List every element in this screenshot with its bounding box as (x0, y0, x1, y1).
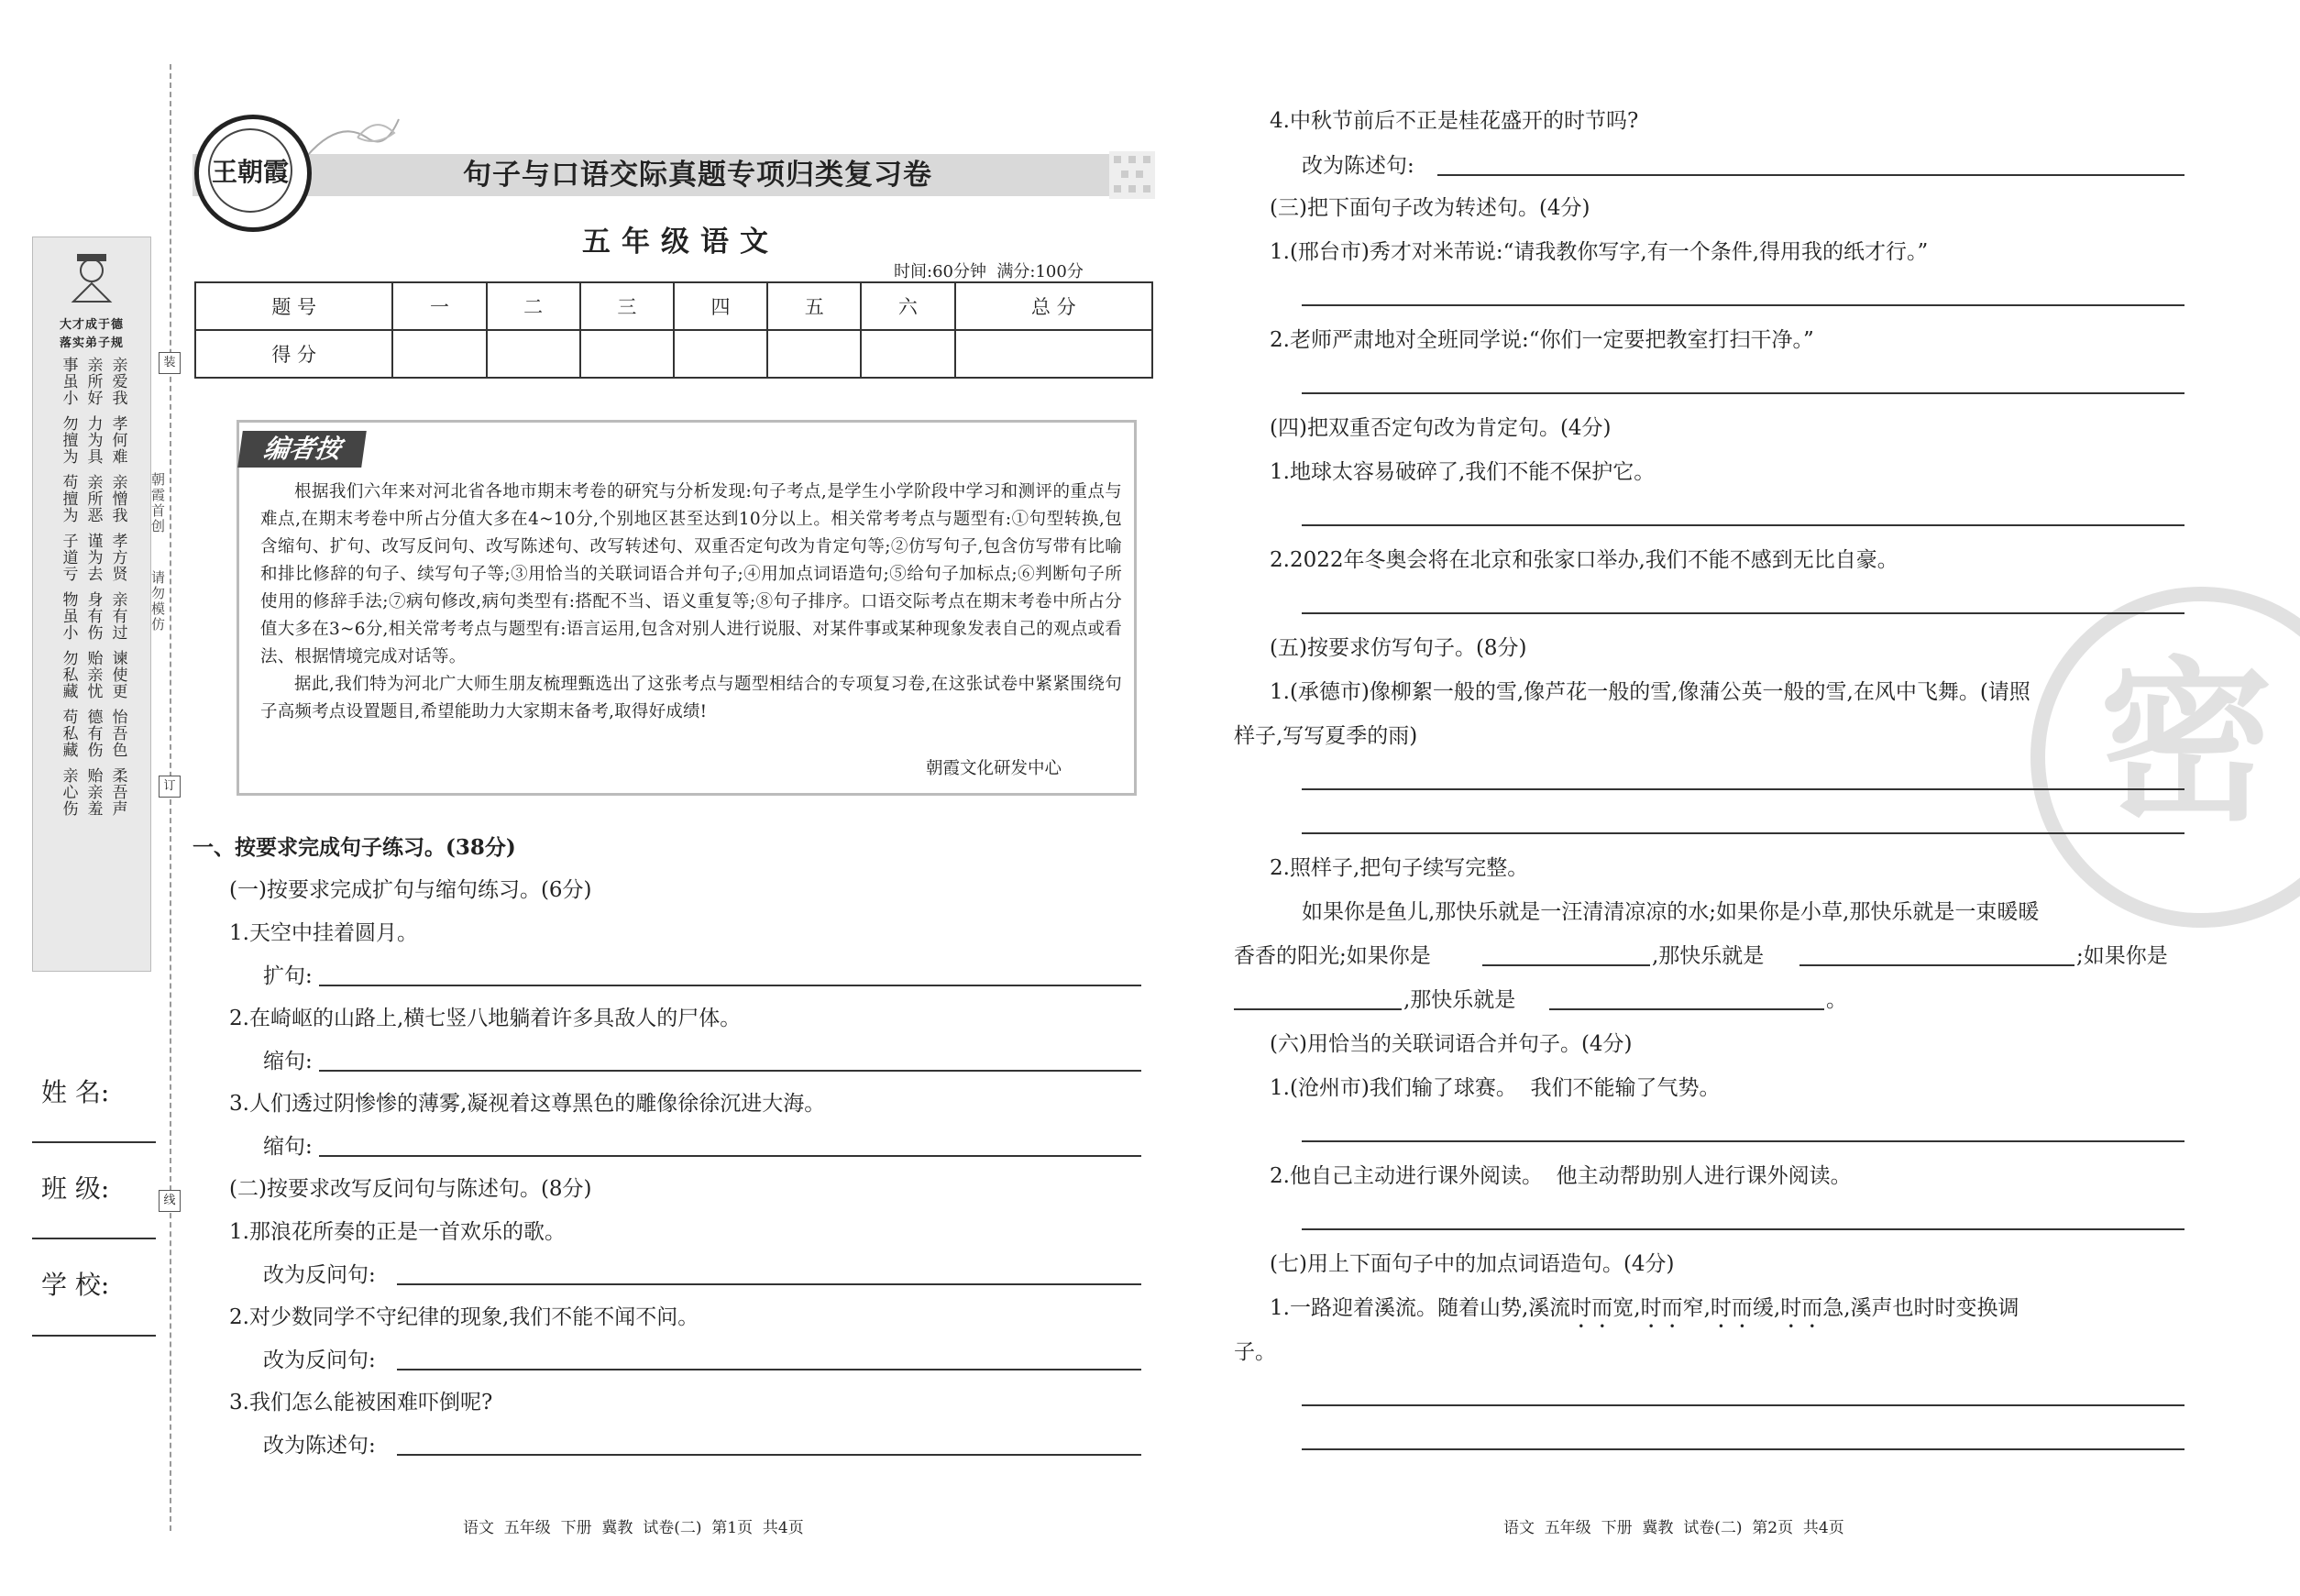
sentence-part: 宽, (1612, 1296, 1641, 1320)
table-cell: 一 (392, 282, 486, 330)
table-row (195, 282, 1152, 330)
question-text: 样子,写写夏季的雨) (1234, 724, 1418, 748)
rule-col: 事虽小 (59, 357, 78, 406)
blank-field[interactable] (1799, 964, 2074, 966)
answer-line[interactable] (1302, 524, 2184, 526)
question-text (1270, 1294, 2019, 1333)
binding-tag-1: 装 (159, 352, 181, 374)
table-cell: 六 (861, 282, 954, 330)
score-cell[interactable] (674, 330, 767, 378)
answer-line[interactable] (319, 1155, 1141, 1157)
answer-line[interactable] (397, 1283, 1141, 1285)
editor-note-heading: 编者按 (237, 431, 367, 468)
rule-col: 亲憎我 (108, 474, 127, 523)
subsection-heading: (五)按要求仿写句子。(8分) (1270, 636, 1527, 660)
dotted-word: 时而 (1640, 1296, 1683, 1320)
subsection-heading: (四)把双重否定句改为肯定句。(4分) (1270, 416, 1612, 440)
stamp-character: 密 (2098, 640, 2273, 844)
rule-col: 勿擅为 (59, 415, 78, 465)
binding-tag-3: 线 (159, 1190, 181, 1212)
confidential-stamp (2030, 587, 2300, 928)
example-text: 。 (1826, 988, 1847, 1012)
rule-col: 亲所好 (83, 357, 103, 406)
question-text: 2.他自己主动进行课外阅读。 他主动帮助别人进行课外阅读。 (1270, 1164, 1852, 1188)
rule-col: 身有伤 (83, 591, 103, 641)
subsection-heading: (二)按要求改写反问句与陈述句。(8分) (229, 1177, 592, 1201)
ribbon-icon (303, 110, 403, 165)
rule-col: 苟私藏 (59, 709, 78, 758)
rule-col: 怡吾色 (108, 709, 127, 758)
table-cell: 二 (487, 282, 580, 330)
rule-col: 子道亏 (59, 533, 78, 582)
answer-line[interactable] (319, 985, 1141, 986)
rule-col: 亲爱我 (108, 357, 127, 406)
answer-line[interactable] (1302, 1448, 2184, 1450)
subtitle: 五年级语文 (582, 226, 779, 259)
score-cell[interactable] (767, 330, 861, 378)
score-cell[interactable] (392, 330, 486, 378)
rule-col: 物虽小 (59, 591, 78, 641)
blank-field[interactable] (1482, 964, 1650, 966)
blank-field[interactable] (1549, 1008, 1824, 1010)
answer-label: 缩句: (263, 1050, 313, 1073)
example-text: ;如果你是 (2076, 944, 2168, 968)
score-cell[interactable] (955, 330, 1152, 378)
class-field[interactable] (32, 1238, 156, 1239)
sentence-part: 窄, (1682, 1296, 1711, 1320)
score-cell[interactable] (861, 330, 954, 378)
answer-line[interactable] (1302, 1228, 2184, 1230)
rules-text (46, 357, 139, 826)
answer-line[interactable] (397, 1454, 1141, 1456)
editor-note-body (260, 479, 1122, 726)
answer-line[interactable] (1302, 832, 2184, 834)
answer-label: 改为反问句: (263, 1348, 376, 1372)
subsection-heading: (一)按要求完成扩句与缩句练习。(6分) (229, 878, 592, 902)
score-table (194, 281, 1153, 379)
table-row (195, 330, 1152, 378)
blank-field[interactable] (1234, 1008, 1402, 1010)
name-label: 姓 名: (41, 1077, 110, 1107)
dotted-word: 时而 (1710, 1296, 1753, 1320)
answer-label: 改为反问句: (263, 1263, 376, 1287)
dotted-word: 时而 (1780, 1296, 1823, 1320)
answer-line[interactable] (1302, 392, 2184, 394)
time-info: 时间:60分钟 满分:100分 (894, 262, 1084, 281)
rule-col: 贻亲羞 (83, 767, 103, 817)
rule-col: 亲有过 (108, 591, 127, 641)
sentence-part: 急,溪声也时时变换调 (1822, 1296, 2019, 1320)
editor-note-para2: 据此,我们特为河北广大师生朋友梳理甄选出了这张考点与题型相结合的专项复习卷,在这张试卷中紧紧围绕句子高频考点设置题目,希望能助力大家期末备考,取得好成绩! (260, 675, 1122, 721)
rule-col: 谨为去 (83, 533, 103, 582)
logo-text: 王朝霞 (208, 128, 292, 213)
answer-label: 改为陈述句: (263, 1434, 376, 1458)
question-text: 2.2022年冬奥会将在北京和张家口举办,我们不能不感到无比自豪。 (1270, 548, 1898, 572)
table-cell: 三 (580, 282, 674, 330)
editor-note-signature: 朝霞文化研发中心 (926, 759, 1062, 778)
page-footer-right: 语文 五年级 下册 冀教 试卷(二) 第2页 共4页 (1503, 1519, 1844, 1537)
answer-line[interactable] (319, 1070, 1141, 1072)
question-text: 2.照样子,把句子续写完整。 (1270, 856, 1529, 880)
question-text: 1.那浪花所奏的正是一首欢乐的歌。 (229, 1220, 566, 1244)
question-text: 1.(承德市)像柳絮一般的雪,像芦花一般的雪,像蒲公英一般的雪,在风中飞舞。(请照 (1270, 680, 2030, 704)
vertical-note-1: 朝霞首创 (149, 472, 166, 534)
section-heading: 一、按要求完成句子练习。(38分) (193, 835, 516, 860)
binding-tag-2: 订 (159, 776, 181, 798)
table-cell: 四 (674, 282, 767, 330)
rule-col: 德有伤 (83, 709, 103, 758)
binding-line (170, 64, 171, 1531)
scholar-figure-icon (61, 247, 123, 303)
school-label: 学 校: (41, 1270, 110, 1300)
rule-col: 孝方贤 (108, 533, 127, 582)
rule-col: 亲所恶 (83, 474, 103, 523)
page-footer-left: 语文 五年级 下册 冀教 试卷(二) 第1页 共4页 (463, 1519, 804, 1537)
sentence-part: 1.一路迎着溪流。随着山势,溪流 (1270, 1296, 1571, 1320)
motto-line-2: 落实弟子规 (59, 336, 124, 350)
question-text: 1.地球太容易破碎了,我们不能不保护它。 (1270, 460, 1656, 484)
motto-sidebar (32, 237, 151, 972)
example-text: 香香的阳光;如果你是 (1234, 944, 1431, 968)
answer-label: 缩句: (263, 1135, 313, 1159)
answer-line[interactable] (1302, 788, 2184, 790)
question-text: 子。 (1234, 1340, 1276, 1364)
rule-col: 谏使更 (108, 650, 127, 699)
checker-pattern-icon (1109, 151, 1155, 199)
rule-col: 力为具 (83, 415, 103, 465)
answer-line[interactable] (1302, 304, 2184, 306)
publisher-logo (194, 115, 312, 232)
question-text: 2.对少数同学不守纪律的现象,我们不能不闻不问。 (229, 1305, 699, 1329)
editor-note-para1: 根据我们六年来对河北省各地市期末考卷的研究与分析发现:句子考点,是学生小学阶段中学习和测评的重点与难点,在期末考卷中所占分值大多在4~10分,个别地区甚至达到10分以上。相关常考考点与题型有:①句型转换,包含缩句、扩句、改写反问句、改写陈述句、改写转述句、双重否定句改为肯定句等;②仿写句子,包含仿写带有比喻和排比修辞的句子、续写句子等;③用恰当的关联词语合并句子;④用加点词语造句;⑤给句子加标点;⑥判断句子所使用的修辞手法;⑦病句修改,病句类型有:搭配不当、语义重复等;⑧句子排序。口语交际考点在期末考卷中所占分值大多在3~6分,相关常考考点与题型有:语言运用,包含对别人进行说服、对某件事或某种现象发表自己的观点或看法、根据情境完成对话等。 (260, 482, 1122, 666)
rule-col: 孝何难 (108, 415, 127, 465)
rule-col: 苟擅为 (59, 474, 78, 523)
score-cell[interactable] (487, 330, 580, 378)
answer-line[interactable] (397, 1369, 1141, 1370)
question-text: 2.老师严肃地对全班同学说:“你们一定要把教室打扫干净。” (1270, 328, 1814, 352)
dotted-word: 时而 (1570, 1296, 1613, 1320)
answer-label: 扩句: (263, 964, 313, 988)
question-text: 2.在崎岖的山路上,横七竖八地躺着许多具敌人的尸体。 (229, 1007, 742, 1030)
question-text: 1.天空中挂着圆月。 (229, 921, 418, 945)
sentence-part: 缓, (1752, 1296, 1781, 1320)
school-field[interactable] (32, 1335, 156, 1337)
question-text: 3.我们怎么能被困难吓倒呢? (229, 1391, 493, 1414)
question-text: 1.(邢台市)秀才对米芾说:“请我教你写字,有一个条件,得用我的纸才行。” (1270, 240, 1929, 264)
question-text: 1.(沧州市)我们输了球赛。 我们不能输了气势。 (1270, 1076, 1721, 1100)
subsection-heading: (七)用上下面句子中的加点词语造句。(4分) (1270, 1252, 1675, 1276)
question-text: 4.中秋节前后不正是桂花盛开的时节吗? (1270, 109, 1639, 133)
rule-col: 柔吾声 (108, 767, 127, 817)
rule-col: 亲心伤 (59, 767, 78, 817)
example-text: ,那快乐就是 (1652, 944, 1765, 968)
answer-line[interactable] (1302, 1404, 2184, 1406)
table-cell: 总 分 (955, 282, 1152, 330)
example-text: 如果你是鱼儿,那快乐就是一汪清清凉凉的水;如果你是小草,那快乐就是一束暖暖 (1302, 900, 2040, 924)
table-cell: 得 分 (195, 330, 392, 378)
answer-line[interactable] (1302, 1140, 2184, 1142)
rule-col: 贻亲忧 (83, 650, 103, 699)
class-label: 班 级: (41, 1173, 110, 1204)
question-text: 3.人们透过阴惨惨的薄雾,凝视着这尊黑色的雕像徐徐沉进大海。 (229, 1092, 826, 1116)
answer-line[interactable] (1302, 612, 2184, 614)
subsection-heading: (三)把下面句子改为转述句。(4分) (1270, 196, 1590, 220)
rule-col: 勿私藏 (59, 650, 78, 699)
answer-label: 改为陈述句: (1302, 154, 1414, 178)
motto-line-1: 大才成于德 (59, 318, 124, 332)
vertical-note-2: 请勿模仿 (149, 570, 166, 633)
name-field[interactable] (32, 1141, 156, 1143)
table-cell: 题 号 (195, 282, 392, 330)
example-text: ,那快乐就是 (1403, 988, 1516, 1012)
table-cell: 五 (767, 282, 861, 330)
answer-line[interactable] (1437, 174, 2184, 176)
score-cell[interactable] (580, 330, 674, 378)
page-title: 句子与口语交际真题专项归类复习卷 (463, 159, 932, 192)
subsection-heading: (六)用恰当的关联词语合并句子。(4分) (1270, 1032, 1633, 1056)
